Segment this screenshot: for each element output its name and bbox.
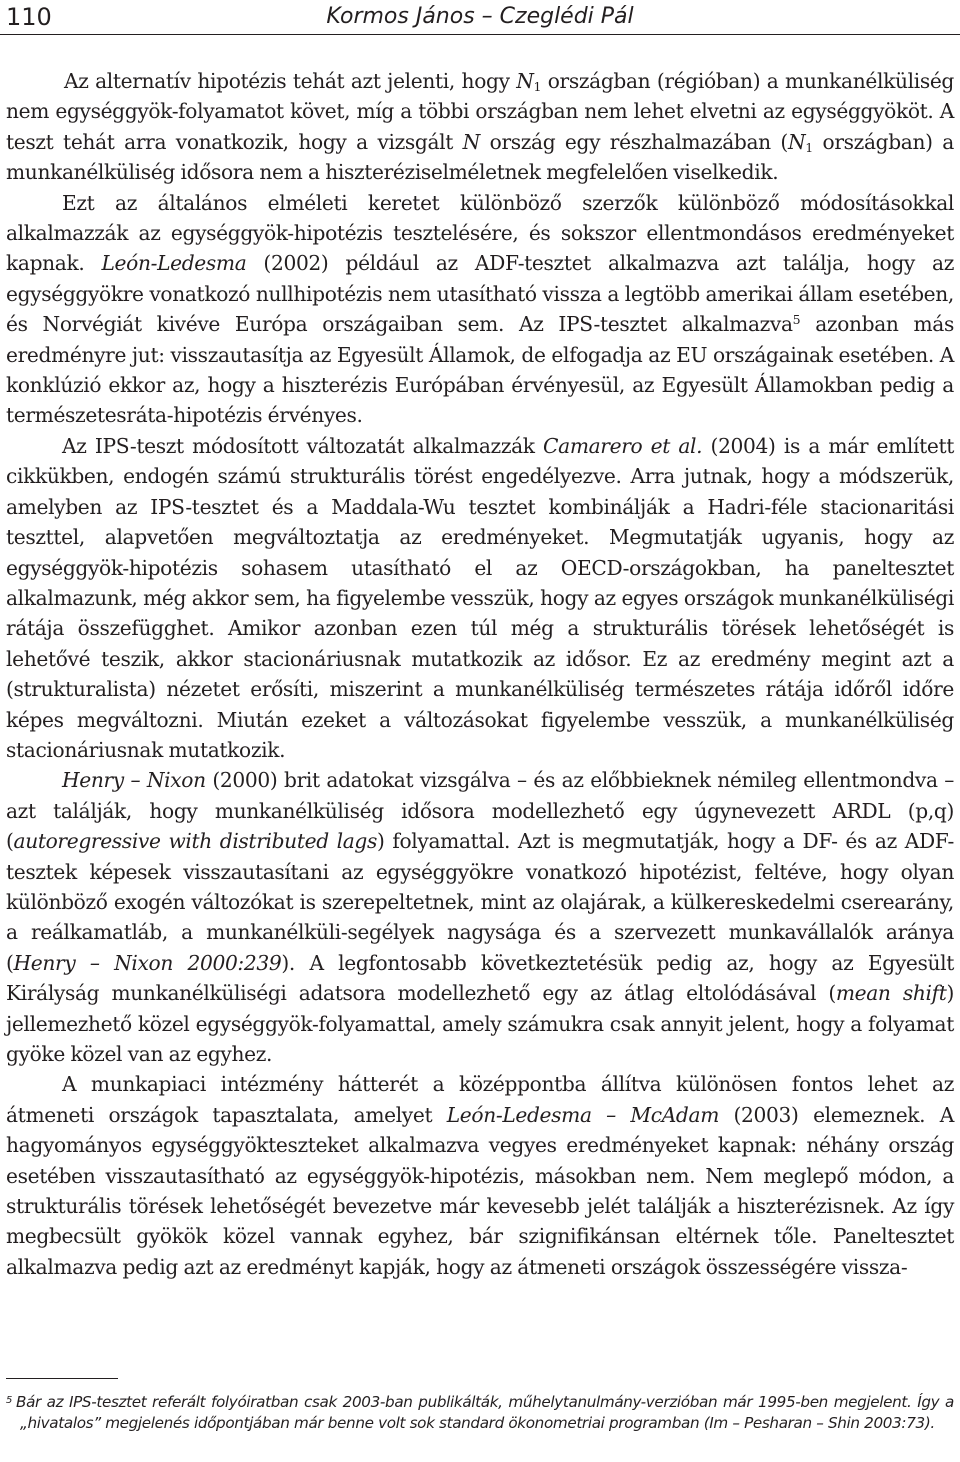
citation: Camarero et al. [543, 433, 703, 458]
footnote-text: Bár az IPS-tesztet referált folyóiratban csak 2003-ban publikálták, műhelytanulmány-verzióban már 1995-ben megjelent. Így a „hivatalos” megjelenés időpontjában már benne volt sok standard ökonometriai programban (Im – Pesharan – Shin 2003:73). [16, 1393, 954, 1433]
paragraph-3: Az IPS-teszt módosított változatát alkalmazzák Camarero et al. (2004) is a már említett cikkükben, endogén számú strukturális törést engedélyezve. Arra jutnak, hogy a módszerük, amelyben az IPS-tesztet és a Maddala-Wu tesztet kombinálják a Hadri-féle stacionaritási teszttel, alapvetően megváltoztatja az eredményeket. Megmutatják ugyanis, hogy az egységgyök-hipotézis sohasem utasítható el az OECD-országokban, ha paneltesztet alkalmazunk, még akkor sem, ha figyelembe vesszük, hogy az egyes országok munkanélküliségi rátája összefügghet. Amikor azonban ezen túl még a strukturális törések lehetőségét is lehetővé teszik, akkor stacionáriusnak mutatkozik az idősor. Ez az eredmény megint azt a (strukturalista) nézetet erősíti, miszerint a munkanélküliség természetes rátája időről időre képes megváltozni. Miután ezeket a változásokat figyelembe vesszük, a munkanélküliség stacionáriusnak mutatkozik. [6, 433, 954, 762]
paragraph-4: Henry – Nixon (2000) brit adatokat vizsgálva – és az előbbieknek némileg ellentmondva – azt találják, hogy munkanélküliség idősora modellezhető egy úgynevezett ARDL (p,q) (autoregressive with distributed lags) folyamattal. Azt is megmutatják, hogy a DF- és az ADF-tesztek képesek visszautasítani az egységgyökre vonatkozó hipotézist, feltéve, hogy olyan különböző exogén változókat is szerepeltetnek, mint az olajárak, a külkereskedelmi cserearány, a reálkamatláb, a munkanélküli-segélyek nagysága és a szervezett munkavállalók aránya (Henry – Nixon 2000:239). A legfontosabb következtetésük pedig az, hogy az Egyesült Királyság munkanélküliségi adatsora modellezhető egy az átlag eltolódásával (mean shift) jellemezhető közel egységgyök-folyamattal, amely számukra csak annyit jelent, hogy a folyamat gyöke közel van az egyhez. [6, 768, 955, 1066]
paragraph-5: A munkapiaci intézmény hátterét a középpontba állítva különösen fontos lehet az átmeneti országok tapasztalata, amelyet León-Ledesma – McAdam (2003) elemeznek. A hagyományos egységgyökteszteket alkalmazva vegyes eredményeket kapnak: néhány ország esetében visszautasítható az egységgyök-hipotézis, másokban nem. Nem meglepő módon, a strukturális törések lehetőségét bevezetve már kevesebb jelét találják a hiszterézisnek. Az így megbecsült gyökök közel vannak egyhez, bár szignifikánsan eltérnek tőle. Paneltesztet alkalmazva pedig azt az eredményt kapják, hogy az átmeneti országok összességére vissza- [6, 1072, 955, 1279]
paragraph-1: Az alternatív hipotézis tehát azt jelenti, hogy $N_1$ országban (régióban) a munkanélküliség nem egységgyök-folyamatot követ, míg a többi országban nem lehet elvetni az egységgyököt. A teszt tehát arra vonatkozik, hogy a vizsgált N ország egy részhalmazában ($N_1$ országban) a munkanélküliség idősora nem a hiszteréziselméletnek megfelelően viselkedik. [6, 69, 955, 185]
paragraph-2: Ezt az általános elméleti keretet különböző szerzők különböző módosításokkal alkalmazzák az egységgyök-hipotézis tesztelésére, és sokszor ellentmondásos eredményeket kapnak. León-Ledesma (2002) például az ADF-tesztet alkalmazva azt találja, hogy az egységgyökre vonatkozó nullhipotézis nem utasítható vissza a legtöbb amerikai állam esetében, és Norvégiát kivéve Európa országaiban sem. Az IPS-tesztet alkalmazva$^5$ azonban más eredményre jut: visszautasítja az Egyesült Államok, de elfogadja az EU országainak esetében. A konklúzió ekkor az, hogy a hiszterézis Európában érvényesül, az Egyesült Államokban pedig a természetesráta-hipotézis érvényes. [6, 190, 955, 428]
page-header [0, 0, 960, 35]
running-title: Kormos János – Czeglédi Pál [326, 4, 634, 29]
citation: Henry – Nixon [62, 768, 206, 793]
footnote-mark: 5 [6, 1395, 13, 1406]
citation: León-Ledesma [101, 251, 247, 276]
citation: León-Ledesma – McAdam [446, 1102, 719, 1127]
citation: Henry – Nixon 2000:239 [13, 950, 282, 975]
footnote [6, 1392, 954, 1435]
footnote-reference[interactable]: 5 [792, 312, 801, 328]
page-number: 110 [6, 3, 52, 31]
body-text [6, 66, 954, 1282]
footnote-divider [6, 1378, 118, 1379]
